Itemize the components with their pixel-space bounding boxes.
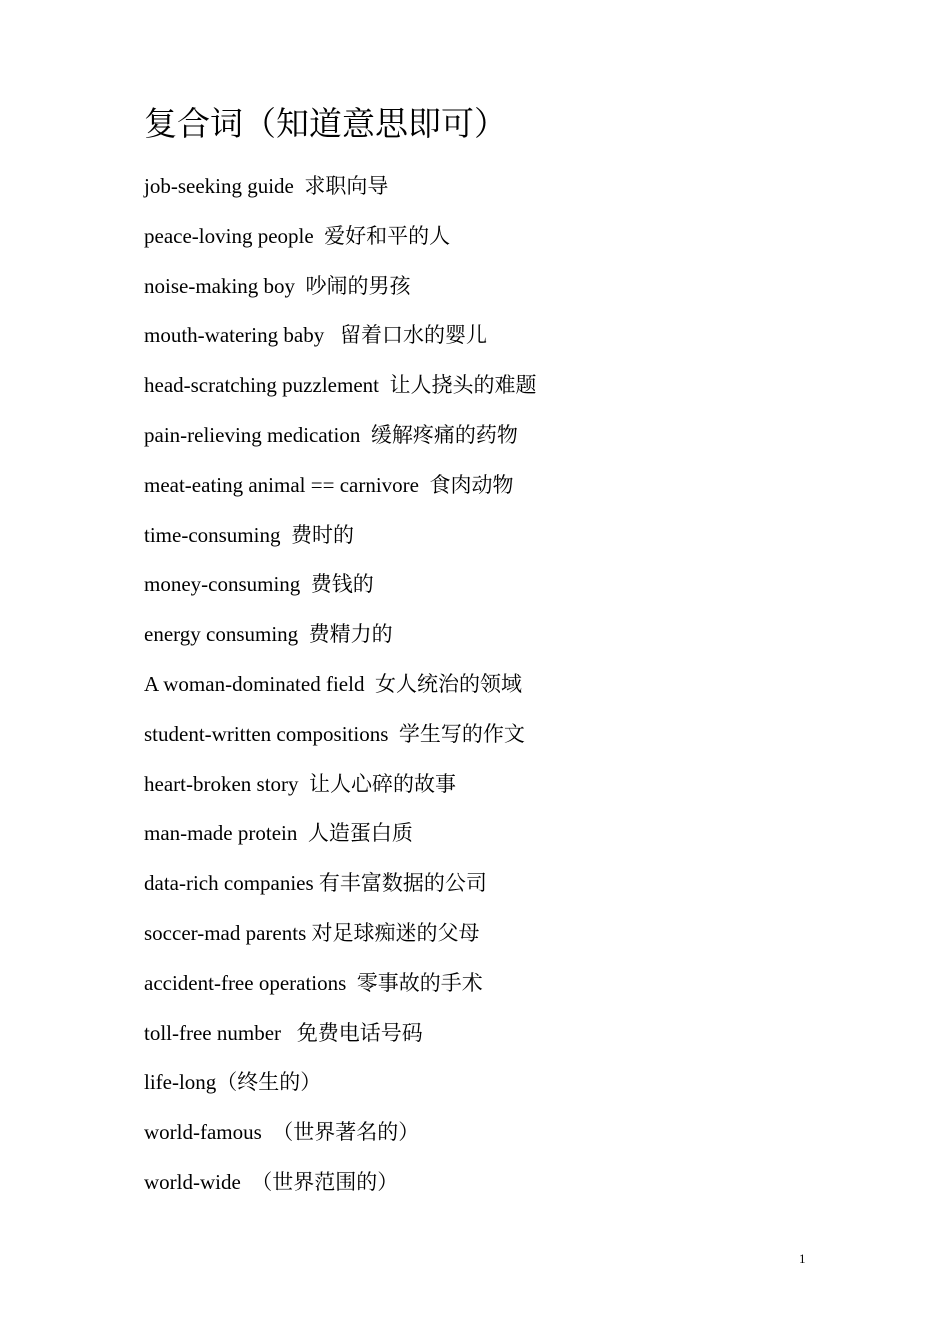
page-title: 复合词（知道意思即可） (144, 107, 507, 143)
compound-word-list (144, 168, 536, 1214)
list-item: toll-free number 免费电话号码 (144, 1020, 423, 1045)
list-item: peace-loving people 爱好和平的人 (144, 223, 451, 248)
list-item: life-long（终生的） (144, 1070, 322, 1095)
list-item: pain-relieving medication 缓解疼痛的药物 (144, 422, 518, 447)
list-item: time-consuming 费时的 (144, 522, 354, 547)
list-item: A woman-dominated field 女人统治的领域 (144, 671, 522, 696)
list-item: meat-eating animal == carnivore 食肉动物 (144, 472, 514, 497)
list-item: student-written compositions 学生写的作文 (144, 721, 525, 746)
list-item: man-made protein 人造蛋白质 (144, 821, 413, 846)
list-item: accident-free operations 零事故的手术 (144, 970, 483, 995)
list-item: world-famous （世界著名的） (144, 1120, 420, 1145)
list-item: world-wide （世界范围的） (144, 1169, 399, 1194)
list-item: head-scratching puzzlement 让人挠头的难题 (144, 373, 537, 398)
page-number: 1 (799, 1251, 806, 1266)
list-item: data-rich companies 有丰富数据的公司 (144, 871, 487, 896)
list-item: energy consuming 费精力的 (144, 622, 393, 647)
list-item: mouth-watering baby 留着口水的婴儿 (144, 323, 487, 348)
list-item: job-seeking guide 求职向导 (144, 174, 389, 198)
list-item: heart-broken story 让人心碎的故事 (144, 771, 457, 796)
list-item: noise-making boy 吵闹的男孩 (144, 273, 411, 298)
list-item: money-consuming 费钱的 (144, 572, 374, 597)
list-item: soccer-mad parents 对足球痴迷的父母 (144, 920, 480, 945)
